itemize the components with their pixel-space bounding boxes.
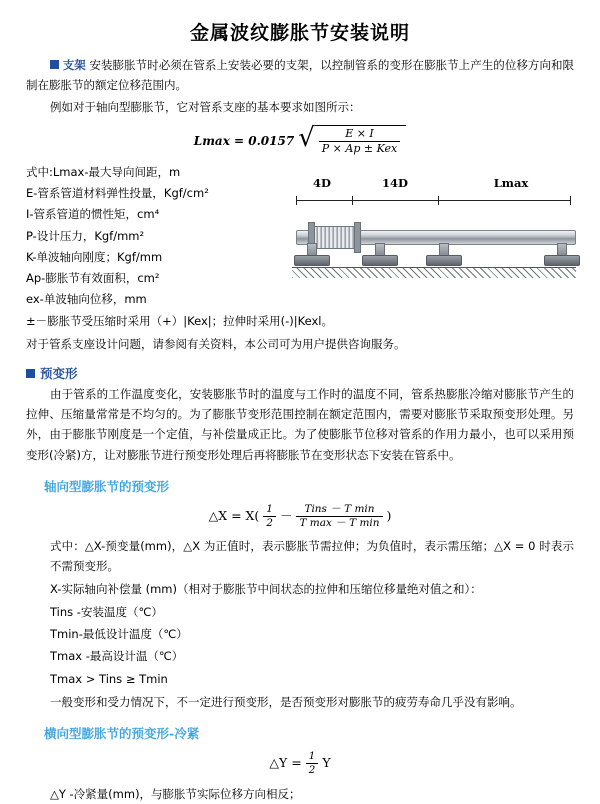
dimension-segment [438, 200, 570, 201]
lateral-formula-rhs: Y [322, 755, 331, 771]
legend-item: 式中:Lmax-最大导向间距，m [26, 164, 181, 179]
support-example-text: 例如对于轴向型膨胀节，它对管系支座的基本要求如图所示： [50, 100, 361, 115]
sqrt-group [298, 125, 406, 156]
axial-formula-rhs: ) [386, 507, 392, 523]
dimension-tick [570, 196, 571, 205]
fraction-numerator: Tins － T min [304, 502, 375, 515]
support-intro-text: 安装膨胀节时必须在管系上安装必要的支架，以控制管系的变形在膨胀节上产生的位移方向和限制在膨胀节的额定位移范围内。 [26, 58, 575, 93]
support-intro-paragraph [26, 55, 574, 95]
support-base [294, 255, 330, 266]
support-base [426, 255, 462, 266]
dimension-label-4d: 4D [313, 175, 331, 190]
axial-closing-text: 一般变形和受力情况下，不一定进行预变形，是否预变形对膨胀节的疲劳寿命几乎没有影响。 [50, 695, 522, 710]
lmax-denominator: P × Ap ± Kex [319, 141, 400, 156]
legend-item: Ap-膨胀节有效面积，cm² [26, 271, 160, 286]
legend-item: Tmax -最高设计温（℃） [50, 649, 184, 664]
fraction-denominator: T max － T min [296, 516, 382, 530]
dimension-label-14d: 14D [382, 175, 408, 190]
fraction-denominator: 2 [306, 763, 319, 777]
axial-predeform-heading: 轴向型膨胀节的预变形 [44, 478, 170, 494]
legend-item: P-设计压力，Kgf/mm² [26, 228, 145, 243]
flange-right [354, 222, 361, 253]
lateral-legend-text: △Y -冷紧量(mm)，与膨胀节实际位移方向相反； [50, 786, 301, 801]
support-section-heading: 支架 [62, 58, 86, 72]
legend-and-diagram-row [26, 162, 574, 332]
ground-hatching [292, 268, 576, 278]
pipe-support-diagram [290, 176, 578, 288]
lateral-predeform-formula [26, 750, 574, 777]
fraction-denominator: 2 [263, 516, 276, 530]
support-diagram-column [288, 162, 578, 288]
diagram-dimension-lines [290, 196, 578, 206]
support-closing-text: 对于管系支座设计问题，请参阅有关资料，本公司可为用户提供咨询服务。 [26, 337, 406, 351]
page-title: 金属波纹膨胀节安装说明 [189, 22, 410, 44]
lateral-predeform-heading: 横向型膨胀节的预变形-冷紧 [44, 726, 200, 742]
dimension-label-lmax: Lmax [493, 175, 529, 190]
dimension-segment [296, 200, 352, 201]
support-base [544, 255, 580, 266]
axial-legend-list [26, 578, 574, 690]
pipe-support-guide-3 [544, 243, 578, 265]
lateral-formula-lhs: △Y = [269, 755, 302, 771]
predeform-section-heading: 预变形 [40, 366, 78, 382]
axial-predeform-formula [26, 503, 574, 530]
diagram-dimension-labels [290, 176, 578, 196]
pipe-support-anchor [294, 243, 328, 265]
dimension-segment [352, 200, 438, 201]
pipe-support-guide-1 [362, 243, 396, 265]
sqrt-sign-icon: √ [298, 123, 315, 154]
lmax-formula-lhs: Lmax = 0.0157 [193, 133, 295, 148]
lmax-formula [26, 125, 574, 156]
axial-formula-lhs: △X = X( [208, 507, 260, 523]
legend-item: I-管系管道的惯性矩，cm⁴ [26, 207, 160, 222]
legend-item: ex-单波轴向位移，mm [26, 292, 147, 307]
predeform-paragraph: 由于管系的工作温度变化，安装膨胀节时的温度与工作时的温度不同，管系热膨胀冷缩对膨胀节产生的拉伸、压缩量常常是不均匀的。为了膨胀节变形范围控制在额定范围内，需要对膨胀节采取预变形处理。另外，由于膨胀节刚度是一个定值，与补偿量成正比。为了使膨胀节位移对管系的作用力最小，也可以采用预变形(冷紧)方，让对膨胀节进行预变形处理后再将膨胀节在变形状态下安装在管系中。 [26, 387, 574, 462]
support-base [362, 255, 398, 266]
bullet-square-icon [26, 369, 35, 378]
predeform-section-heading-row [26, 364, 574, 382]
pipe-support-guide-2 [426, 243, 460, 265]
axial-legend-intro: 式中：△X-预变量(mm)，△X 为正值时，表示膨胀节需拉伸；为负值时，表示需压缩；△X = 0 时表示不需预变形。 [50, 538, 574, 573]
one-half-fraction [306, 750, 319, 777]
temperature-fraction [296, 503, 382, 530]
legend-item: Tmin-最低设计温度（℃） [50, 626, 188, 641]
legend-item: Tmax > Tins ≥ Tmin [50, 671, 168, 686]
pipe-assembly [290, 208, 578, 280]
fraction-numerator: 1 [266, 502, 273, 515]
legend-item: Tins -安装温度（℃） [50, 604, 163, 619]
legend-item: ±－膨胀节受压缩时采用（+）|Kex|；拉伸时采用(-)|Kexl。 [26, 313, 334, 328]
one-half-fraction [263, 503, 276, 530]
legend-item: E-管系管道材料弹性投量，Kgf/cm² [26, 186, 209, 201]
fraction-numerator: 1 [308, 750, 316, 763]
lmax-numerator: E × I [345, 127, 374, 141]
legend-item: X-实际轴向补偿量 (mm)（相对于膨胀节中间状态的拉伸和压缩位移量绝对值之和）： [50, 582, 482, 597]
axial-formula-minus: － [279, 507, 293, 523]
bullet-square-icon [50, 60, 59, 69]
legend-item: K-单波轴向刚度；Kgf/mm [26, 249, 163, 264]
